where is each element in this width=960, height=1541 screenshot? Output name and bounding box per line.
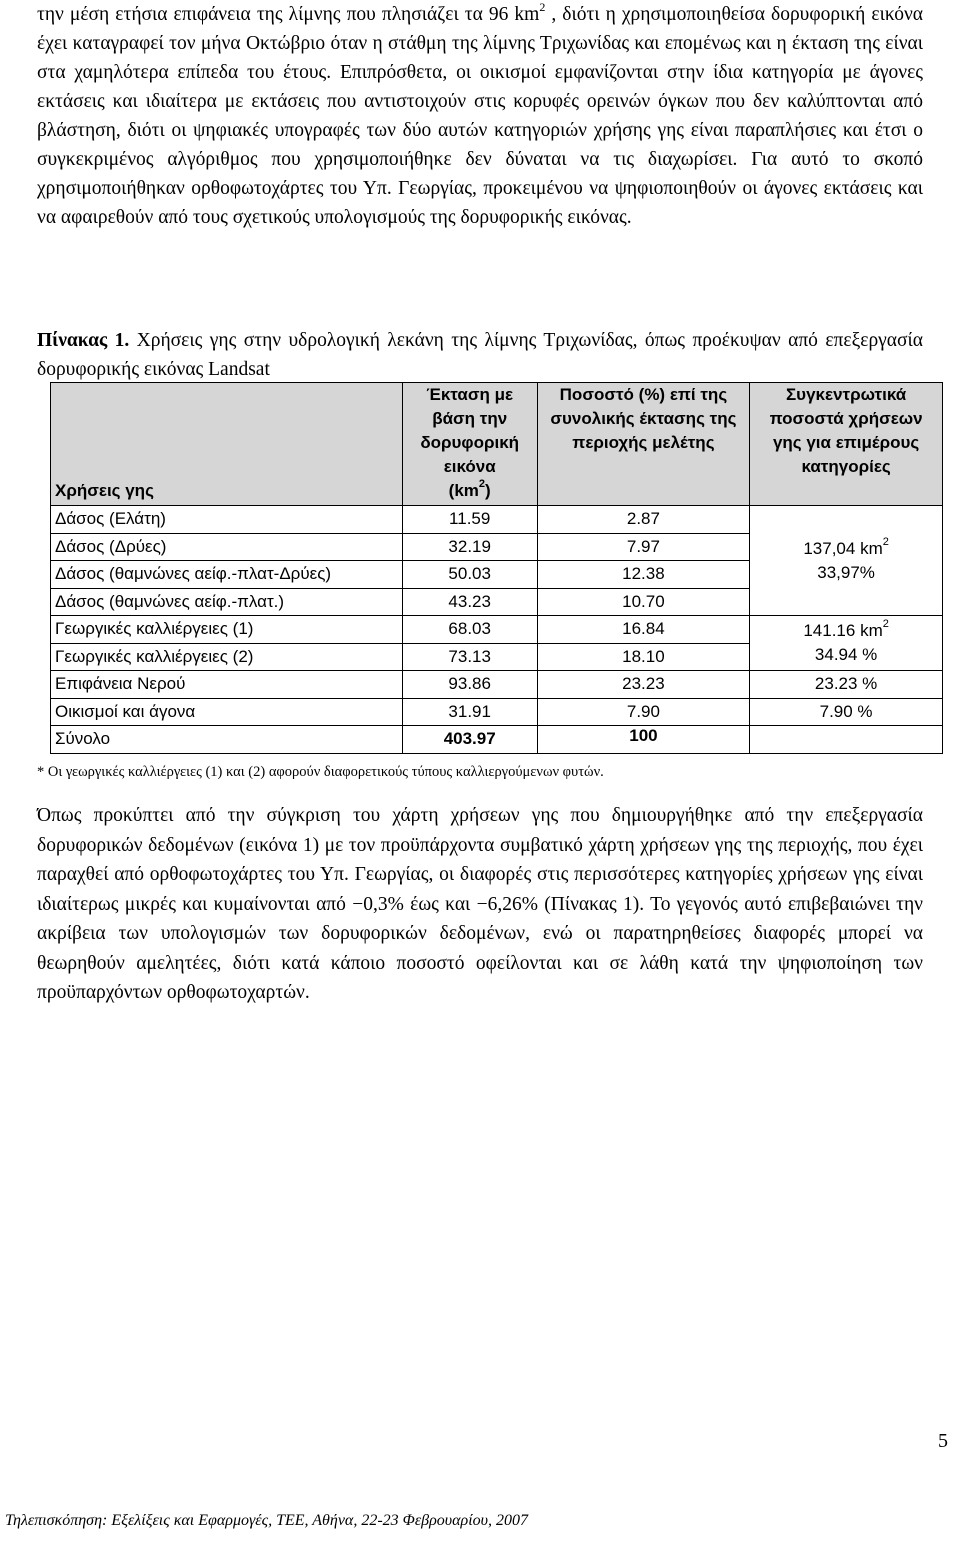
agriculture-aggregate-percent: 34.94 % [814, 645, 878, 664]
percent-cell: 16.84 [537, 616, 750, 644]
paragraph-2: Όπως προκύπτει από την σύγκριση του χάρτη χρήσεων γης που δημιουργήθηκε από την επεξεργασία δορυφορικών δεδομένων (εικόνα 1) με τον προϋπάρχοντα συμβατικό χάρτη χρήσεων γης της περιοχής, που έχει παραχθεί από ορθοφωτοχάρτες του Υπ. Γεωργίας, οι διαφορές στις περισσότερες κατηγορίες χρήσεων γης είναι ιδιαίτερως μικρές και κυμαίνονται από −0,3% έως και −6,26% (Πίνακας 1). Το γεγονός αυτό επιβεβαιώνει την ακρίβεια των υπολογισμών των δορυφορικών δεδομένων, ενώ οι παρατηρηθείσες διαφορές μπορεί να θεωρηθούν αμελητέες, διότι κατά κάποιο ποσοστό οφείλονται και σε λάθη κατά την ψηφιοποίηση των προϋπαρχόντων ορθοφωτοχαρτών. [37, 805, 923, 1003]
area-cell: 31.91 [402, 698, 537, 726]
area-cell: 43.23 [402, 588, 537, 616]
land-use-cell: Δάσος (Δρύες) [51, 533, 403, 561]
land-use-cell: Δάσος (θαμνώνες αείφ.-πλατ.) [51, 588, 403, 616]
area-cell: 93.86 [402, 671, 537, 699]
table-caption-text: Χρήσεις γης στην υδρολογική λεκάνη της λίμνης Τριχωνίδας, όπως προέκυψαν από επεξεργασία δορυφορικής εικόνας Landsat [37, 330, 923, 380]
percent-cell: 18.10 [537, 643, 750, 671]
page-number: 5 [938, 1430, 948, 1452]
total-area-cell: 403.97 [402, 726, 537, 754]
area-cell: 32.19 [402, 533, 537, 561]
area-cell: 73.13 [402, 643, 537, 671]
land-use-cell: Οικισμοί και άγονα [51, 698, 403, 726]
land-use-cell: Επιφάνεια Νερού [51, 671, 403, 699]
empty-cell [750, 726, 943, 754]
water-aggregate-cell: 23.23 % [750, 671, 943, 699]
table-header-row [51, 383, 943, 506]
table-caption-label: Πίνακας 1. [37, 330, 130, 351]
percent-cell: 7.97 [537, 533, 750, 561]
land-use-cell: Γεωργικές καλλιέργειες (2) [51, 643, 403, 671]
agriculture-aggregate-sup: 2 [882, 618, 889, 631]
total-percent-cell: 100 [537, 726, 750, 754]
area-cell: 68.03 [402, 616, 537, 644]
table-row [51, 506, 943, 534]
paragraph-1 [37, 0, 923, 232]
forest-aggregate-area: 137,04 km [803, 538, 883, 558]
paragraph-1-text-b: , διότι η χρησιμοποιηθείσα δορυφορική εικόνα έχει καταγραφεί τον μήνα Οκτώβριο όταν η στάθμη της λίμνης Τριχωνίδας και επομένως και η έκταση της είναι στα χαμηλότερα επίπεδα του έτους. Επιπρόσθετα, οι οικισμοί εμφανίζονται στην ίδια κατηγορία με άγονες εκτάσεις και ιδιαίτερα με εκτάσεις που αντιστοιχούν στις κορυφές ορεινών όγκων που δεν καλύπτονται από βλάστηση, διότι οι ψηφιακές υπογραφές των δύο αυτών κατηγοριών χρήσης γης είναι παραπλήσιες και έτσι ο συγκεκριμένος αλγόριθμος που χρησιμοποιήθηκε δεν δύναται να τις διαχωρίσει. Για αυτό το σκοπό χρησιμοποιήθηκαν ορθοφωτοχάρτες του Υπ. Γεωργίας, προκειμένου να ψηφιοποιηθούν οι άγονες εκτάσεις και να αφαιρεθούν από τους σχετικούς υπολογισμούς της δορυφορικής εικόνας. [37, 4, 924, 228]
header-percent: Ποσοστό (%) επί της συνολικής έκτασης της περιοχής μελέτης [537, 383, 750, 506]
agriculture-aggregate-cell [750, 616, 943, 671]
header-area-unit-sup: 2 [478, 478, 486, 491]
percent-cell: 10.70 [537, 588, 750, 616]
table-row [51, 698, 943, 726]
percent-cell: 12.38 [537, 561, 750, 589]
settlement-aggregate-cell: 7.90 % [750, 698, 943, 726]
header-area-unit-a: (km [448, 481, 479, 500]
area-cell: 11.59 [402, 506, 537, 534]
forest-aggregate-cell [750, 506, 943, 616]
land-use-cell: Δάσος (Ελάτη) [51, 506, 403, 534]
table-total-row [51, 726, 943, 754]
land-use-table [50, 382, 943, 754]
paragraph-1-text-a: την μέση ετήσια επιφάνεια της λίμνης που πλησιάζει τα 96 km [37, 4, 540, 25]
table-caption [37, 326, 923, 384]
forest-aggregate-percent: 33,97% [817, 562, 875, 582]
table-footnote: * Οι γεωργικές καλλιέργειες (1) και (2) αφορούν διαφορετικούς τύπους καλλιεργούμενων φυτών. [37, 764, 604, 780]
header-aggregate: Συγκεντρωτικά ποσοστά χρήσεων γης για επιμέρους κατηγορίες [750, 383, 943, 506]
header-land-use: Χρήσεις γης [51, 383, 403, 506]
header-area [402, 383, 537, 506]
land-use-cell: Γεωργικές καλλιέργειες (1) [51, 616, 403, 644]
land-use-cell: Δάσος (θαμνώνες αείφ.-πλατ-Δρύες) [51, 561, 403, 589]
table-row [51, 616, 943, 644]
area-cell: 50.03 [402, 561, 537, 589]
percent-cell: 23.23 [537, 671, 750, 699]
table-row [51, 671, 943, 699]
agriculture-aggregate-area: 141.16 km [803, 621, 883, 640]
header-area-label: Έκταση με βάση την δορυφορική εικόνα [420, 385, 520, 476]
header-area-unit-b: ) [485, 481, 491, 500]
forest-aggregate-sup: 2 [882, 535, 889, 548]
total-label-cell: Σύνολο [51, 726, 403, 754]
percent-cell: 2.87 [537, 506, 750, 534]
percent-cell: 7.90 [537, 698, 750, 726]
running-footer: Τηλεπισκόπηση: Εξελίξεις και Εφαρμογές, ΤΕΕ, Αθήνα, 22-23 Φεβρουαρίου, 2007 [5, 1512, 528, 1529]
superscript-2: 2 [539, 0, 546, 14]
